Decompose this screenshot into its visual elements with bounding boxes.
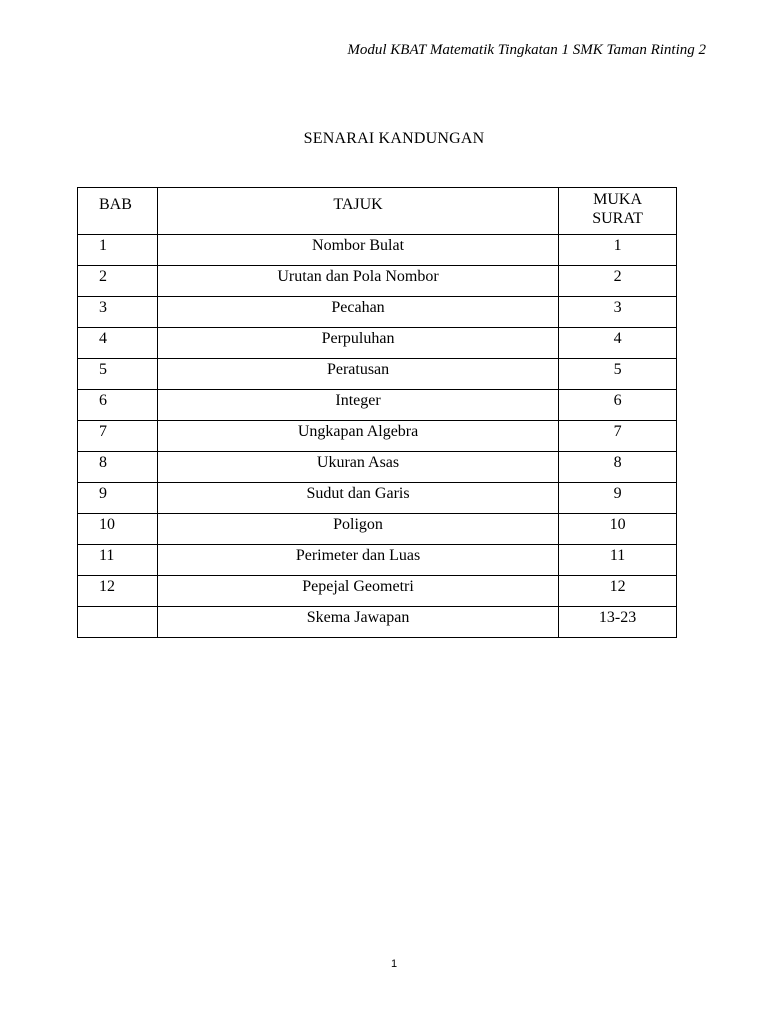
table-row <box>78 421 677 452</box>
cell-muka-surat: 4 <box>559 328 677 359</box>
column-header-muka-line1: MUKA <box>593 191 643 208</box>
cell-muka-surat: 12 <box>559 576 677 607</box>
cell-tajuk: Integer <box>157 390 558 421</box>
cell-tajuk: Ungkapan Algebra <box>157 421 558 452</box>
cell-bab: 9 <box>78 483 158 514</box>
table-row <box>78 328 677 359</box>
table-row <box>78 359 677 390</box>
cell-bab: 7 <box>78 421 158 452</box>
column-header-muka-surat <box>559 188 677 235</box>
cell-bab: 5 <box>78 359 158 390</box>
page-number: 1 <box>390 958 398 970</box>
cell-muka-surat: 8 <box>559 452 677 483</box>
table-row <box>78 545 677 576</box>
cell-bab: 8 <box>78 452 158 483</box>
cell-muka-surat: 11 <box>559 545 677 576</box>
column-header-tajuk: TAJUK <box>157 188 558 235</box>
cell-muka-surat: 13-23 <box>559 607 677 638</box>
table-header-row <box>78 188 677 235</box>
cell-tajuk: Pecahan <box>157 297 558 328</box>
table-row <box>78 266 677 297</box>
table-row <box>78 390 677 421</box>
cell-tajuk: Perpuluhan <box>157 328 558 359</box>
cell-tajuk: Peratusan <box>157 359 558 390</box>
table-row <box>78 452 677 483</box>
column-header-muka-line2: SURAT <box>592 210 643 227</box>
cell-muka-surat: 1 <box>559 235 677 266</box>
cell-bab: 6 <box>78 390 158 421</box>
cell-bab: 11 <box>78 545 158 576</box>
cell-tajuk: Pepejal Geometri <box>157 576 558 607</box>
cell-bab: 12 <box>78 576 158 607</box>
cell-muka-surat: 3 <box>559 297 677 328</box>
table-row <box>78 235 677 266</box>
cell-bab: 4 <box>78 328 158 359</box>
page-title: SENARAI KANDUNGAN <box>303 130 485 147</box>
cell-muka-surat: 6 <box>559 390 677 421</box>
cell-bab: 1 <box>78 235 158 266</box>
cell-muka-surat: 2 <box>559 266 677 297</box>
table-row <box>78 576 677 607</box>
cell-tajuk: Skema Jawapan <box>157 607 558 638</box>
cell-tajuk: Urutan dan Pola Nombor <box>157 266 558 297</box>
cell-bab: 3 <box>78 297 158 328</box>
column-header-bab: BAB <box>78 188 158 235</box>
table-row <box>78 297 677 328</box>
cell-bab: 2 <box>78 266 158 297</box>
table-row <box>78 607 677 638</box>
table-of-contents <box>77 187 677 638</box>
cell-tajuk: Sudut dan Garis <box>157 483 558 514</box>
table-row <box>78 514 677 545</box>
cell-tajuk: Ukuran Asas <box>157 452 558 483</box>
running-header: Modul KBAT Matematik Tingkatan 1 SMK Taman Rinting 2 <box>347 42 706 58</box>
table-row <box>78 483 677 514</box>
cell-bab: 10 <box>78 514 158 545</box>
cell-tajuk: Nombor Bulat <box>157 235 558 266</box>
cell-muka-surat: 7 <box>559 421 677 452</box>
cell-muka-surat: 10 <box>559 514 677 545</box>
cell-bab <box>78 607 158 638</box>
cell-muka-surat: 9 <box>559 483 677 514</box>
cell-muka-surat: 5 <box>559 359 677 390</box>
cell-tajuk: Perimeter dan Luas <box>157 545 558 576</box>
cell-tajuk: Poligon <box>157 514 558 545</box>
